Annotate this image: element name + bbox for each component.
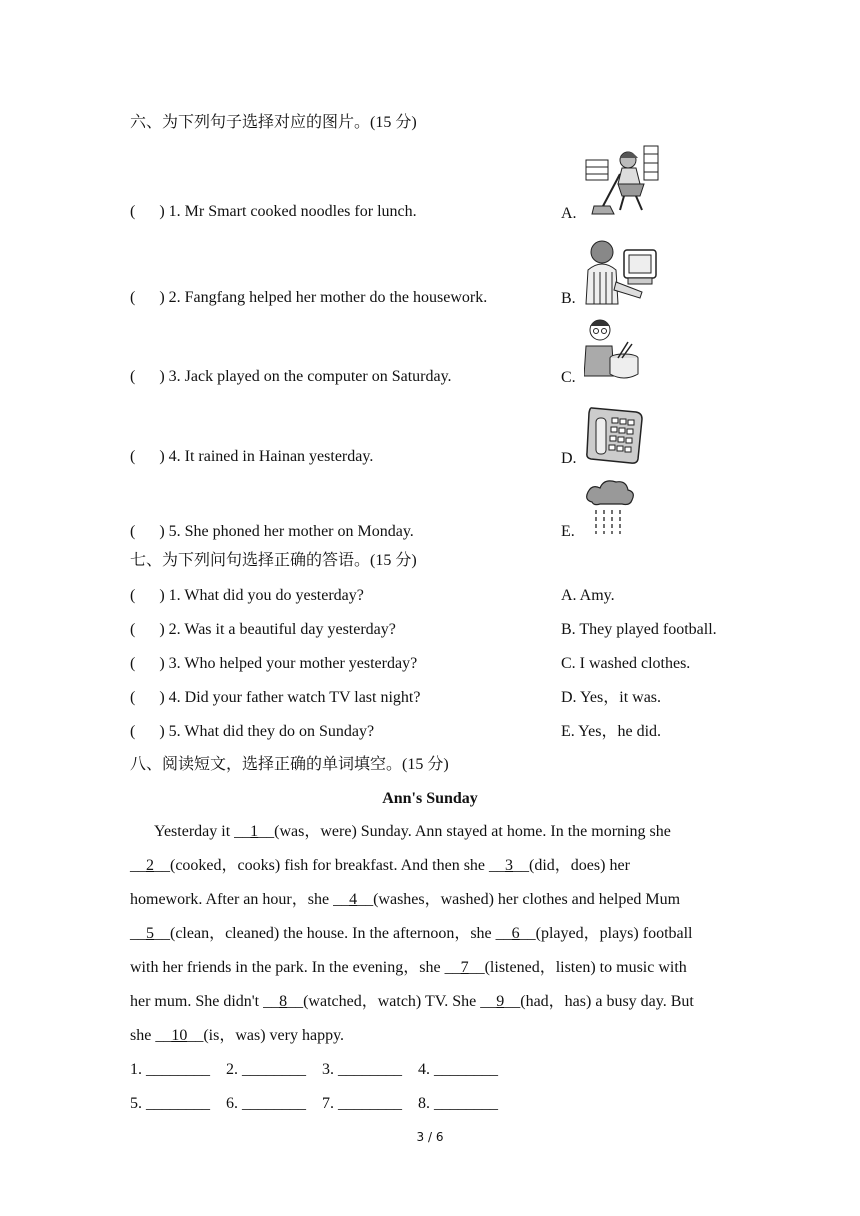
passage-text: __(did，does) her — [513, 857, 630, 874]
passage-title: Ann's Sunday — [382, 790, 478, 807]
section-6-option-b: B. — [561, 290, 576, 307]
rain-cloud-picture — [584, 478, 636, 538]
passage-text: __(watched，watch) TV. She __ — [287, 993, 497, 1010]
section-7-question-4: ( ) 4. Did your father watch TV last night? — [130, 689, 421, 706]
passage-text: __(had，has) a busy day. But — [504, 993, 694, 1010]
passage-text: __(listened，listen) to music with — [468, 959, 687, 976]
blank-number: 5 — [146, 925, 154, 942]
section-6-option-a: A. — [561, 205, 577, 222]
passage-text: __(clean，cleaned) the house. In the afternoon，she __ — [154, 925, 512, 942]
passage-text: __(washes，washed) her clothes and helped Mum — [357, 891, 681, 908]
passage-line — [130, 1019, 732, 1053]
passage — [130, 815, 732, 1053]
section-6-option-c: C. — [561, 369, 576, 386]
passage-text: her mum. She didn't __ — [130, 993, 280, 1010]
passage-text: __(was，were) Sunday. Ann stayed at home. In the morning she — [258, 823, 671, 840]
passage-text: she __ — [130, 1027, 172, 1044]
passage-line — [130, 849, 732, 883]
answer-blanks-row-1: 1. ________ 2. ________ 3. ________ 4. ________ — [130, 1061, 498, 1078]
blank-number: 3 — [505, 857, 514, 874]
passage-text: __ — [130, 925, 146, 942]
section-6-item-2: ( ) 2. Fangfang helped her mother do the housework. — [130, 289, 488, 306]
page-number: 3 / 6 — [416, 1130, 444, 1144]
section-7-question-1: ( ) 1. What did you do yesterday? — [130, 587, 364, 604]
section-6-item-5: ( ) 5. She phoned her mother on Monday. — [130, 523, 414, 540]
passage-line — [130, 815, 732, 849]
passage-text: __ — [130, 857, 146, 874]
section-6-option-d: D. — [561, 450, 577, 467]
blank-number: 7 — [460, 959, 469, 976]
section-8-heading: 八、阅读短文，选择正确的单词填空。(15 分) — [130, 756, 449, 773]
answer-blanks-row-2: 5. ________ 6. ________ 7. ________ 8. ________ — [130, 1095, 498, 1112]
blank-number: 2 — [146, 857, 154, 874]
blank-number: 4 — [349, 891, 358, 908]
section-7-answer-d: D. Yes，it was. — [561, 689, 662, 706]
passage-line — [130, 917, 732, 951]
passage-text: with her friends in the park. In the evening，she __ — [130, 959, 461, 976]
blank-number: 8 — [279, 993, 288, 1010]
section-6-item-4: ( ) 4. It rained in Hainan yesterday. — [130, 448, 374, 465]
section-6-option-e: E. — [561, 523, 575, 540]
passage-text: Yesterday it __ — [130, 823, 251, 840]
section-7-answer-a: A. Amy. — [561, 587, 615, 604]
passage-text: __(cooked，cooks) fish for breakfast. And then she __ — [154, 857, 506, 874]
section-7-answer-e: E. Yes，he did. — [561, 723, 662, 740]
passage-text: __(is，was) very happy. — [187, 1027, 345, 1044]
blank-number: 9 — [496, 993, 505, 1010]
section-7-question-3: ( ) 3. Who helped your mother yesterday? — [130, 655, 418, 672]
blank-number: 1 — [250, 823, 259, 840]
section-7-question-5: ( ) 5. What did they do on Sunday? — [130, 723, 375, 740]
section-6-item-1: ( ) 1. Mr Smart cooked noodles for lunch. — [130, 203, 417, 220]
section-7-heading: 七、为下列问句选择正确的答语。(15 分) — [130, 552, 417, 569]
blank-number: 10 — [171, 1027, 188, 1044]
passage-text: __(played，plays) football — [519, 925, 693, 942]
section-7-answer-c: C. I washed clothes. — [561, 655, 691, 672]
girl-sweeping-picture — [584, 144, 662, 218]
passage-line — [130, 883, 732, 917]
blank-number: 6 — [511, 925, 520, 942]
section-6-item-3: ( ) 3. Jack played on the computer on Saturday. — [130, 368, 452, 385]
passage-line — [130, 951, 732, 985]
passage-line — [130, 985, 732, 1019]
man-cooking-picture — [584, 318, 644, 386]
telephone-picture — [584, 402, 648, 466]
boy-computer-picture — [584, 236, 662, 306]
section-7-question-2: ( ) 2. Was it a beautiful day yesterday? — [130, 621, 396, 638]
section-7-answer-b: B. They played football. — [561, 621, 717, 638]
passage-text: homework. After an hour，she __ — [130, 891, 350, 908]
section-6-heading: 六、为下列句子选择对应的图片。(15 分) — [130, 114, 417, 131]
